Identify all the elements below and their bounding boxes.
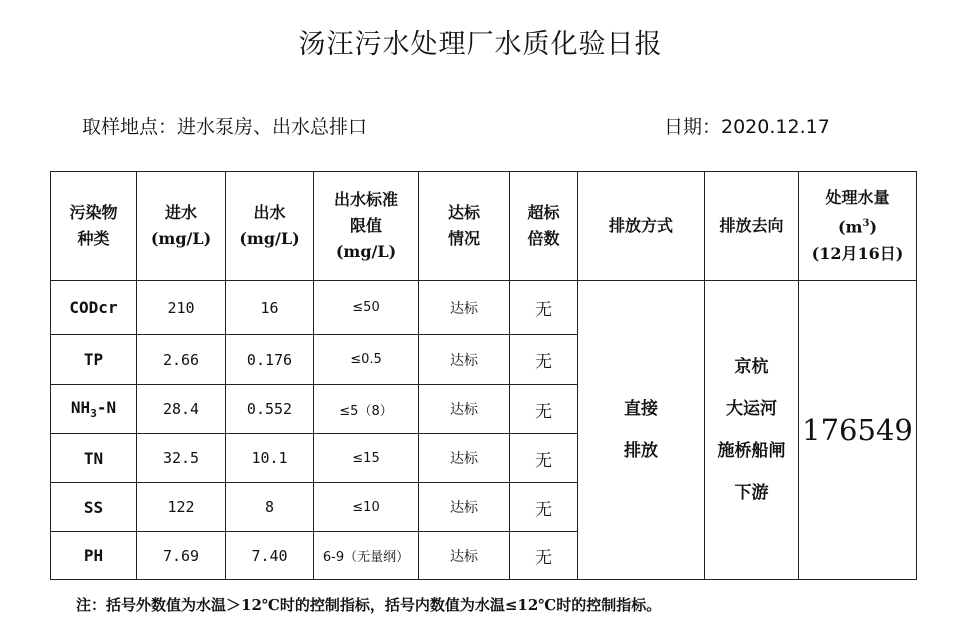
exceed-cell: 无 [510, 385, 578, 434]
limit-cell: ≤10 [314, 483, 419, 532]
inflow-cell: 122 [137, 483, 226, 532]
outflow-cell: 0.176 [226, 335, 314, 385]
status-cell: 达标 [419, 385, 510, 434]
inflow-cell: 7.69 [137, 532, 226, 580]
status-cell: 达标 [419, 434, 510, 483]
inflow-cell: 210 [137, 281, 226, 335]
treated-volume-cell: 176549 [799, 281, 917, 580]
header-discharge-destination: 排放去向 [705, 172, 799, 281]
header-volume: 处理水量 $(m^3)$ (12月16日) [799, 172, 917, 281]
report-date: 日期：2020.12.17 [664, 116, 830, 138]
report-title: 汤汪污水处理厂水质化验日报 [298, 29, 663, 60]
outflow-cell: 16 [226, 281, 314, 335]
limit-cell: ≤5（8） [314, 385, 419, 434]
discharge-destination-cell: 京杭 大运河 施桥船闸 下游 [705, 281, 799, 580]
species-cell: CODcr [51, 281, 137, 335]
table-row [51, 281, 917, 335]
header-limit: 出水标准 限值 (mg/L) [314, 172, 419, 281]
exceed-cell: 无 [510, 335, 578, 385]
outflow-cell: 10.1 [226, 434, 314, 483]
outflow-cell: 7.40 [226, 532, 314, 580]
species-cell: SS [51, 483, 137, 532]
header-discharge-method: 排放方式 [578, 172, 705, 281]
status-cell: 达标 [419, 483, 510, 532]
exceed-cell: 无 [510, 281, 578, 335]
discharge-method-cell: 直接 排放 [578, 281, 705, 580]
exceed-cell: 无 [510, 483, 578, 532]
limit-cell: ≤15 [314, 434, 419, 483]
footnote: 注：括号外数值为水温＞12℃时的控制指标，括号内数值为水温≤12℃时的控制指标。 [76, 596, 662, 614]
inflow-cell: 2.66 [137, 335, 226, 385]
outflow-cell: 8 [226, 483, 314, 532]
status-cell: 达标 [419, 281, 510, 335]
limit-cell: ≤0.5 [314, 335, 419, 385]
inflow-cell: 28.4 [137, 385, 226, 434]
exceed-cell: 无 [510, 434, 578, 483]
species-cell: $NH_3-N$ [51, 385, 137, 434]
header-compliance: 达标 情况 [419, 172, 510, 281]
inflow-cell: 32.5 [137, 434, 226, 483]
table-header-row [51, 172, 917, 281]
status-cell: 达标 [419, 335, 510, 385]
limit-cell: ≤50 [314, 281, 419, 335]
sampling-location: 取样地点：进水泵房、出水总排口 [82, 116, 368, 138]
outflow-cell: 0.552 [226, 385, 314, 434]
header-exceed: 超标 倍数 [510, 172, 578, 281]
header-outflow: 出水 (mg/L) [226, 172, 314, 281]
limit-cell: 6-9（无量纲） [314, 532, 419, 580]
species-cell: TP [51, 335, 137, 385]
water-quality-table [50, 171, 917, 580]
species-cell: PH [51, 532, 137, 580]
exceed-cell: 无 [510, 532, 578, 580]
header-inflow: 进水 (mg/L) [137, 172, 226, 281]
status-cell: 达标 [419, 532, 510, 580]
species-cell: TN [51, 434, 137, 483]
header-species: 污染物 种类 [51, 172, 137, 281]
